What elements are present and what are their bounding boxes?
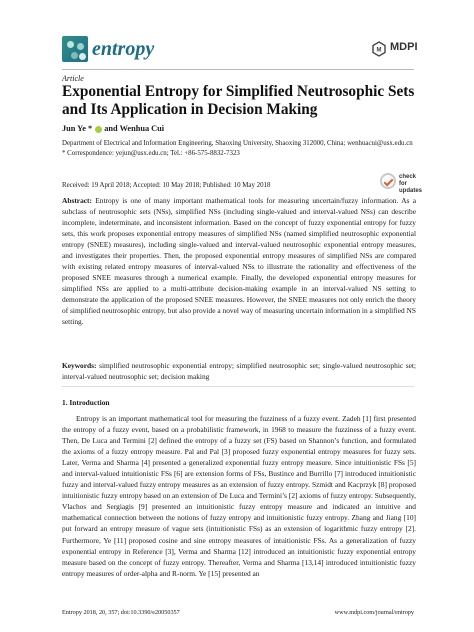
keywords — [62, 360, 416, 382]
check-for-updates-button[interactable]: check for updates — [380, 171, 424, 193]
check-updates-icon — [380, 173, 396, 189]
footer-url[interactable]: www.mdpi.com/journal/entropy — [334, 609, 414, 616]
keywords-text: simplified neutrosophic exponential entropy; simplified neutrosophic set; single-valued neutrosophic set; interval-valued neutrosophic set; decision making — [62, 361, 416, 381]
publication-dates: Received: 19 April 2018; Accepted: 10 May 2018; Published: 10 May 2018 — [62, 182, 271, 189]
abstract-label: Abstract: — [62, 196, 92, 205]
correspondence: * Correspondence: yejun@usx.edu.cn; Tel.: +86-575-8832-7323 — [62, 150, 240, 157]
abstract — [62, 195, 416, 327]
author-cui[interactable]: and Wenhua Cui — [102, 124, 165, 133]
footer-citation: Entropy 2018, 20, 357; doi:10.3390/e20050357 — [62, 609, 180, 616]
affiliation: Department of Electrical and Information Engineering, Shaoxing University, Shaoxing 312000, China; wenhuacui@usx.edu.cn — [62, 140, 413, 147]
publisher-name: MDPI — [390, 41, 418, 53]
header-divider — [62, 69, 414, 70]
affiliation-block — [62, 139, 432, 159]
journal-name: entropy — [92, 38, 155, 60]
article-title: Exponential Entropy for Simplified Neutrosophic Sets and Its Application in Decision Making — [62, 83, 415, 118]
introduction-paragraph: Entropy is an important mathematical tool for measuring the fuzziness of a fuzzy event. Zadeh [1] first presented the entropy of a fuzzy event, based on a probabilistic framework, in 1968 to measure the fuzziness of a fuzzy event. Then, De Luca and Termini [2] defined the entropy of a fuzzy set (FS) based on Shannon’s function, and formulated the axioms of a fuzzy entropy measure. Pal and Pal [3] proposed fuzzy exponential entropy measures for fuzzy sets. Later, Verma and Sharma [4] presented a generalized exponential fuzzy entropy measure. Since intuitionistic FSs [5] and interval-valued intuitionistic FSs [6] are extension forms of FSs, Bustince and Burrillo [7] introduced intuitionistic fuzzy and interval-valued fuzzy entropy measures as an extension of fuzzy entropy. Szmidt and Kacprzyk [8] proposed intuitionistic fuzzy entropy based on an extension of De Luca and Termini’s [2] axioms of fuzzy entropy. Subsequently, Vlachos and Sergiagis [9] presented an intuitionistic fuzzy entropy measure and indicated an intuitive and mathematical connection between the notions of fuzzy entropy and intuitionistic fuzzy entropy. Zhang and Jiang [10] put forward an entropy measure of vague sets (intuitionistic FSs) as an extension of logarithmic fuzzy entropy [2]. Furthermore, Ye [11] proposed cosine and sine entropy measures of intuitionistic FSs. As a generalization of fuzzy exponential entropy in Reference [3], Verma and Sharma [12] introduced an intuitionistic fuzzy exponential entropy measure based on the concept of fuzzy entropy. Thereafter, Verma and Sharma [13,14] introduced intuitionistic fuzzy entropy measures of order-alpha and R-norm. Ye [15] presented an — [62, 414, 416, 578]
mdpi-logo-icon — [371, 41, 387, 57]
svg-text:M: M — [376, 47, 382, 54]
journal-logo-icon — [62, 36, 88, 62]
author-list: Jun Ye * and Wenhua Cui — [62, 124, 165, 133]
section-divider — [62, 386, 414, 387]
section-heading: 1. Introduction — [62, 398, 110, 407]
abstract-text: Entropy is one of many important mathematical tools for measuring uncertain/fuzzy information. As a subclass of neutrosophic sets (NSs), simplified NSs (including single-valued and interval-valued NSs) can describe incomplete, indeterminate, and inconsistent information. Based on the concept of fuzzy exponential entropy for fuzzy sets, this work proposes exponential entropy measures of simplified NSs (named simplified neutrosophic exponential entropy (SNEE) measures), including single-valued and interval-valued neutrosophic exponential entropy measures, and investigates their properties. Then, the proposed exponential entropy measures of simplified NSs are compared with existing related entropy measures of interval-valued NSs to illustrate the rationality and effectiveness of the proposed SNEE measures through a numerical example. Finally, the developed exponential entropy measures for simplified NSs are applied to a multi-attribute decision-making example in an interval-valued NS setting to demonstrate the application of the proposed SNEE measures. However, the SNEE measures not only enrich the theory of simplified neutrosophic entropy, but also provide a novel way of measuring uncertain information in a simplified NS setting. — [62, 196, 416, 326]
article-type: Article — [62, 74, 84, 83]
keywords-label: Keywords: — [62, 361, 97, 370]
author-ye[interactable]: Jun Ye — [62, 124, 86, 133]
